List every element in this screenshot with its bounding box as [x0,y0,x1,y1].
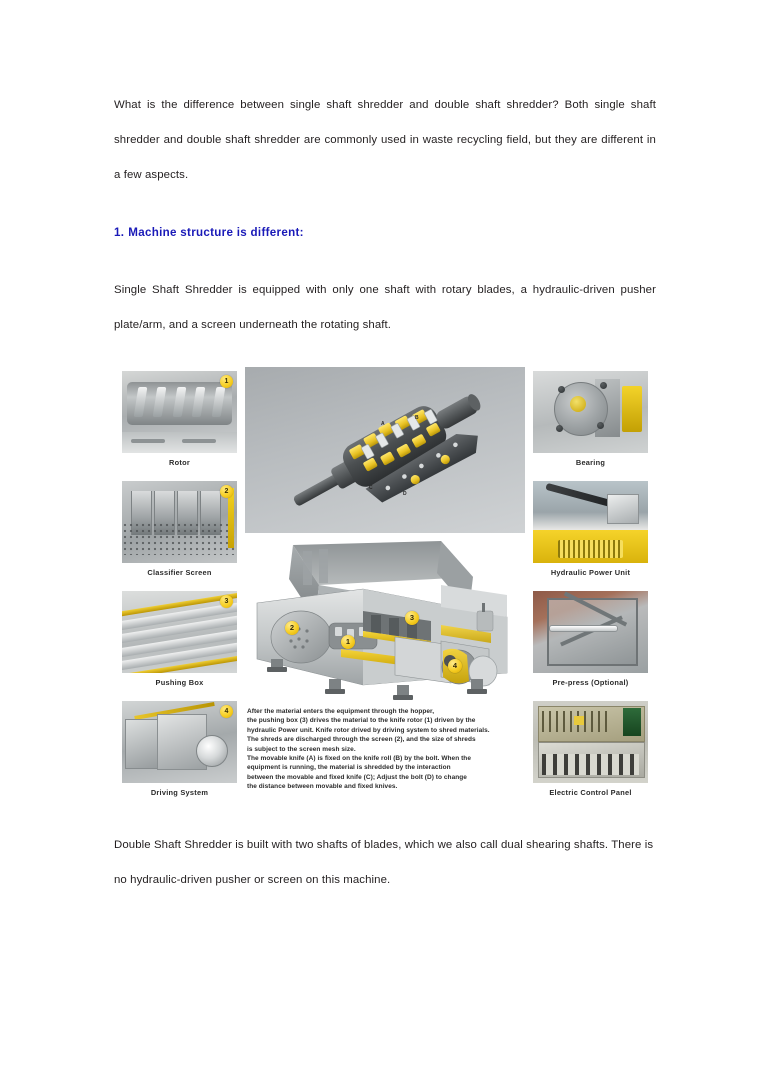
desc-line-9: the distance between movable and fixed knives. [247,783,398,791]
electric-control-panel-illustration [533,701,648,783]
desc-line-2: the pushing box (3) drives the material to the knife rotor (1) driven by the [247,717,476,725]
paragraph-double-shaft: Double Shaft Shredder is built with two shafts of blades, which we also call dual shearing shafts. There is no hydraulic-driven pusher or screen on this machine. [114,839,654,886]
callout-badge-3: 3 [220,595,233,608]
panel-driving-system [122,701,237,798]
machine-callout-1: 1 [341,635,355,649]
desc-line-3: hydraulic Power unit. Knife rotor drived by driving system to shred materials. [247,726,490,734]
paragraph-intro: What is the difference between single shaft shredder and double shaft shredder? Both single shaft shredder and double shaft shredder are commonly used in waste recycling field, but they are different in a few aspects. [114,99,656,181]
rotor-label-D: D [403,491,407,497]
panel-caption-pre-press: Pre-press (Optional) [552,678,629,687]
diagram-description [247,707,525,792]
panel-hydraulic-power-unit [533,481,648,578]
section-heading-text: Machine structure is different: [128,226,304,239]
panel-caption-electric-control-panel: Electric Control Panel [549,788,632,797]
desc-line-7: equipment is running, the material is shredded by the interaction [247,764,451,772]
rotor-label-C: C [369,485,373,491]
spacer [114,193,656,224]
classifier-screen-photo [122,481,237,563]
section-heading [114,224,656,242]
hydraulic-power-unit-illustration [533,481,648,563]
driving-system-photo [122,701,237,783]
machine-callout-2: 2 [285,621,299,635]
panel-classifier-screen [122,481,237,578]
electric-control-panel-photo [533,701,648,783]
panel-rotor [122,371,237,468]
callout-badge-2: 2 [220,485,233,498]
knife-rotor-svg [277,385,499,513]
panel-caption-bearing: Bearing [575,458,606,467]
diagram-canvas [114,363,656,808]
bearing-photo [533,371,648,453]
bearing-illustration [533,371,648,453]
desc-line-8: between the movable and fixed knife (C); Adjust the bolt (D) to change [247,773,467,781]
document-content [114,88,656,898]
shredder-machine-svg [245,533,525,705]
spacer [114,808,656,828]
shredder-machine-render [245,533,525,705]
pre-press-illustration [533,591,648,673]
panel-caption-hydraulic-power-unit: Hydraulic Power Unit [550,568,631,577]
section-heading-number: 1. [114,226,125,239]
panel-pushing-box [122,591,237,688]
panel-pre-press [533,591,648,688]
knife-rotor-assembly [277,385,499,513]
panel-caption-pushing-box: Pushing Box [155,678,204,687]
desc-line-5: is subject to the screen mesh size. [247,745,356,753]
spacer [114,343,656,363]
center-column [245,367,525,808]
single-shaft-shredder-diagram [114,363,656,808]
spacer [114,242,656,273]
machine-callout-4: 4 [448,659,462,673]
desc-line-4: The shreds are discharged through the screen (2), and the size of shreds [247,736,476,744]
pre-press-photo [533,591,648,673]
paragraph-single-shaft: Single Shaft Shredder is equipped with only one shaft with rotary blades, a hydraulic-driven pusher plate/arm, and a screen underneath the rotating shaft. [114,284,656,331]
panel-electric-control-panel [533,701,648,798]
callout-badge-1: 1 [220,375,233,388]
desc-line-6: The movable knife (A) is fixed on the knife roll (B) by the bolt. When the [247,755,471,763]
panel-caption-rotor: Rotor [169,458,190,467]
panel-bearing [533,371,648,468]
machine-callout-3: 3 [405,611,419,625]
pushing-box-photo [122,591,237,673]
desc-line-1: After the material enters the equipment through the hopper, [247,708,435,715]
rotor-photo [122,371,237,453]
panel-caption-driving-system: Driving System [150,788,209,797]
panel-caption-classifier-screen: Classifier Screen [147,568,212,577]
hydraulic-power-unit-photo [533,481,648,563]
rotor-label-A: A [381,421,385,427]
callout-badge-4: 4 [220,705,233,718]
knife-rotor-render [245,367,525,533]
rotor-label-B: B [415,415,419,421]
